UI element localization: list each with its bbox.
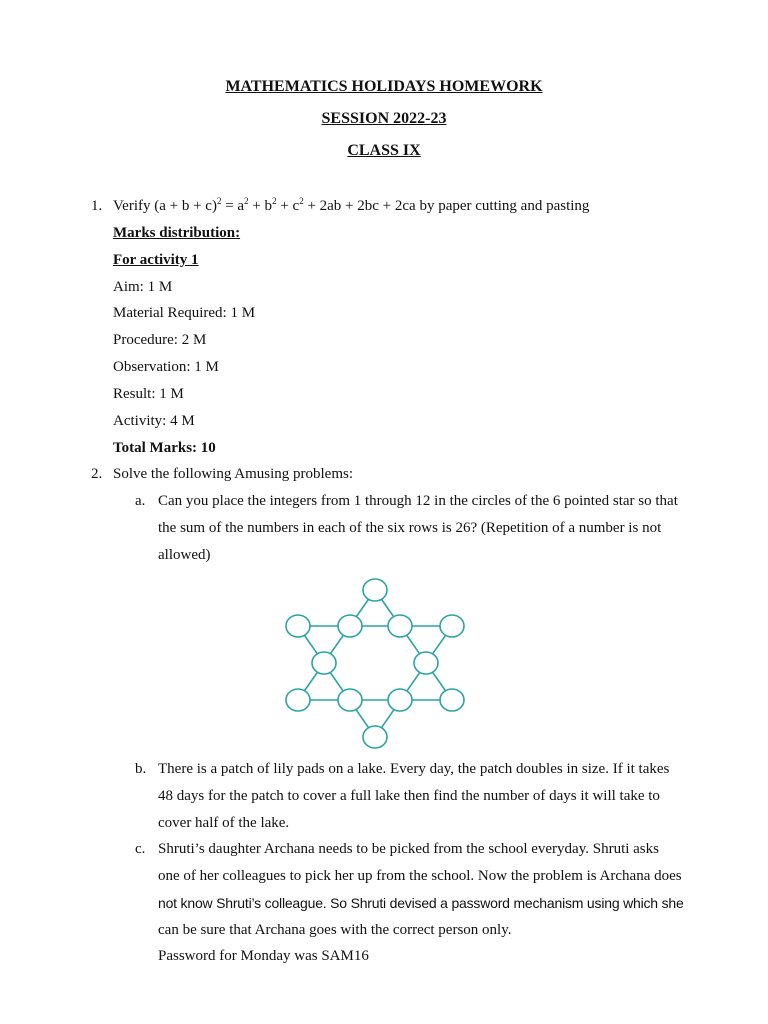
- q1-number: 1.: [91, 198, 103, 214]
- star-circle-bottom[interactable]: [363, 726, 387, 748]
- q2c-line-3: not know Shruti’s colleague. So Shruti devised a password mechanism using which she: [158, 895, 684, 911]
- q1-exp-4: 2: [299, 196, 304, 206]
- q2a-line-1: Can you place the integers from 1 through 12 in the circles of the 6 pointed star so that: [158, 493, 678, 509]
- q2a-line-2: the sum of the numbers in each of the six rows is 26? (Repetition of a number is not: [158, 520, 662, 536]
- marks-item-activity: Activity: 4 M: [113, 413, 195, 429]
- marks-item-aim: Aim: 1 M: [113, 279, 173, 295]
- q1-exp-3: 2: [272, 196, 277, 206]
- q2c-line-1: Shruti’s daughter Archana needs to be picked from the school everyday. Shruti asks: [158, 841, 659, 857]
- q2a-label: a.: [135, 493, 146, 509]
- marks-item-procedure: Procedure: 2 M: [113, 332, 207, 348]
- star-circle-mid-left[interactable]: [312, 652, 336, 674]
- star-triangle-down: [298, 626, 452, 737]
- q1-plus-b: + b: [248, 198, 273, 214]
- q2c-label: c.: [135, 841, 146, 857]
- marks-distribution-heading: Marks distribution:: [113, 225, 241, 241]
- q1-verify-pre: Verify (a + b + c): [113, 198, 217, 214]
- star-triangle-up: [298, 590, 452, 700]
- q2b-label: b.: [135, 761, 147, 777]
- q2b-line-3: cover half of the lake.: [158, 815, 290, 831]
- total-marks: Total Marks: 10: [113, 440, 216, 456]
- marks-item-result: Result: 1 M: [113, 386, 184, 402]
- marks-item-observation: Observation: 1 M: [113, 359, 219, 375]
- star-circle-mid-right[interactable]: [414, 652, 438, 674]
- q2c-line-5: Password for Monday was SAM16: [158, 948, 369, 964]
- document-title: MATHEMATICS HOLIDAYS HOMEWORK: [225, 78, 543, 95]
- activity-heading: For activity 1: [113, 252, 199, 268]
- q2a-line-3: allowed): [158, 547, 211, 563]
- q1-eq: = a: [221, 198, 245, 214]
- star-circle-row1-1[interactable]: [286, 615, 310, 637]
- star-circle-row2-1[interactable]: [286, 689, 310, 711]
- star-circle-row1-4[interactable]: [440, 615, 464, 637]
- star-circle-row2-4[interactable]: [440, 689, 464, 711]
- q2-number: 2.: [91, 466, 103, 482]
- q2c-line-2: one of her colleagues to pick her up from the school. Now the problem is Archana does: [158, 868, 682, 884]
- q2b-line-2: 48 days for the patch to cover a full lake then find the number of days it will take to: [158, 788, 660, 804]
- star-circle-row2-2[interactable]: [338, 689, 362, 711]
- star-circle-row2-3[interactable]: [388, 689, 412, 711]
- q1-plus-c: + c: [276, 198, 300, 214]
- class-heading: CLASS IX: [347, 142, 421, 159]
- star-circle-row1-3[interactable]: [388, 615, 412, 637]
- star-circle-row1-2[interactable]: [338, 615, 362, 637]
- q2-intro: Solve the following Amusing problems:: [113, 466, 353, 482]
- q1-exp-2: 2: [244, 196, 249, 206]
- session-heading: SESSION 2022-23: [321, 110, 447, 127]
- q1-exp-1: 2: [216, 196, 222, 206]
- q2b-line-1: There is a patch of lily pads on a lake. Every day, the patch doubles in size. If it takes: [158, 761, 670, 777]
- star-circle-top[interactable]: [363, 579, 387, 601]
- star-circles[interactable]: [286, 579, 464, 748]
- marks-item-material: Material Required: 1 M: [113, 305, 256, 321]
- q2c-line-4: can be sure that Archana goes with the correct person only.: [158, 922, 512, 938]
- q1-tail: + 2ab + 2bc + 2ca by paper cutting and pasting: [303, 198, 590, 214]
